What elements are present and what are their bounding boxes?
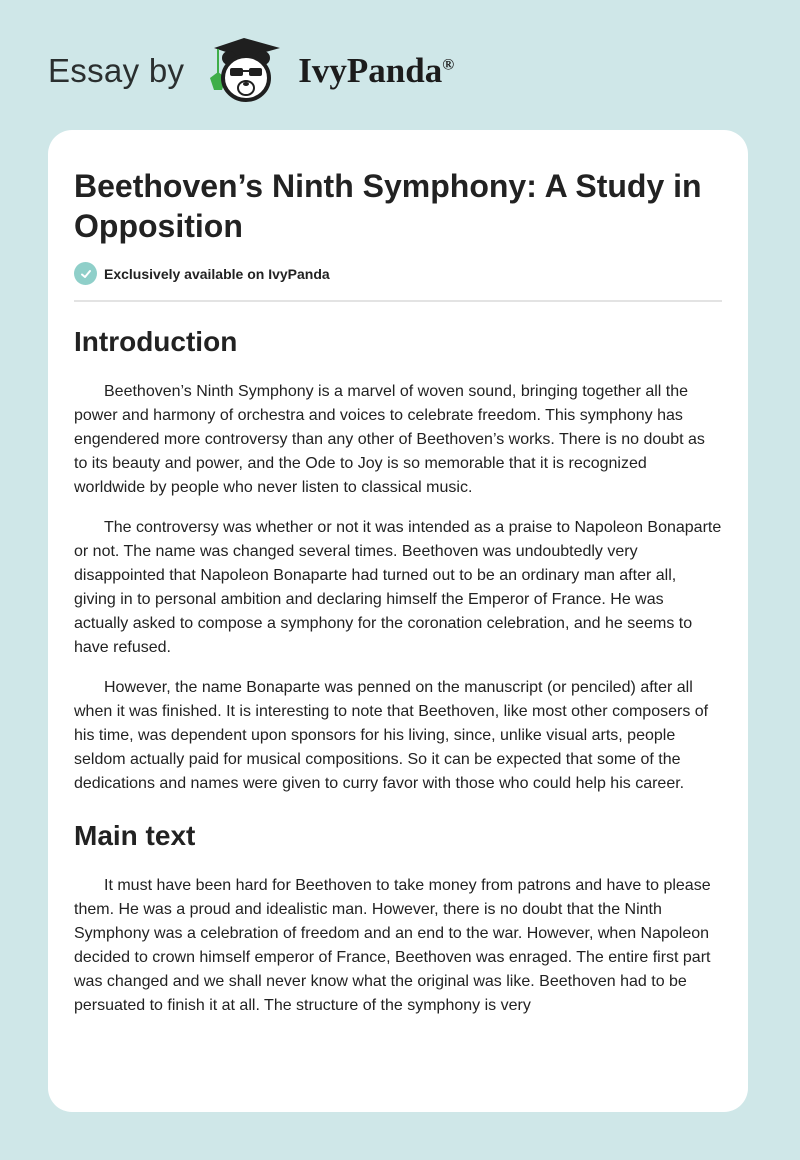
site-header [48,36,454,106]
paragraph: However, the name Bonaparte was penned on the manuscript (or penciled) after all when it was finished. It is interesting to note that Beethoven, like most other composers of his time, was dependent upon sponsors for his living, since, unlike visual arts, people seldom actually paid for musical compositions. So it can be expected that some of the dedications and names were given to curry favor with those who could help his career. [74,679,709,792]
essay-card [48,130,748,1112]
exclusive-badge-text: Exclusively available on IvyPanda [104,265,330,282]
exclusive-badge [74,262,722,285]
ivypanda-logo-icon[interactable] [202,36,292,106]
paragraph: Beethoven’s Ninth Symphony is a marvel of woven sound, bringing together all the power and harmony of orchestra and voices to celebrate freedom. This symphony has engendered more controversy than any other of Beethoven’s works. There is no doubt as to its beauty and power, and the Ode to Joy is so memorable that it is recognized worldwide by people who never listen to classical music. [74,383,705,496]
section-heading-main-text: Main text [74,820,196,851]
essay-title: Beethoven’s Ninth Symphony: A Study in Opposition [74,168,702,244]
registered-mark: ® [442,56,455,74]
brand-name[interactable] [298,51,454,91]
essay-by-label: Essay by [48,52,185,89]
paragraph: The controversy was whether or not it was intended as a praise to Napoleon Bonaparte or not. The name was changed several times. Beethoven was undoubtedly very disappointed that Napoleon Bonaparte had turned out to be an ordinary man after all, giving in to personal ambition and declaring himself the Emperor of France. He was actually asked to compose a symphony for the coronation celebration, and he seems to have refused. [74,519,722,656]
divider [74,300,722,302]
section-heading-introduction: Introduction [74,326,238,357]
check-icon [74,262,97,285]
brand-text: IvyPanda [298,51,443,90]
paragraph: It must have been hard for Beethoven to take money from patrons and have to please them. He was a proud and idealistic man. However, there is no doubt that the Ninth Symphony was a celebration of freedom and an end to the war. However, when Napoleon decided to crown himself emperor of France, Beethoven was enraged. The entire first part was changed and we shall never know what the original was like. Beethoven had to be persuated to finish it at all. The structure of the symphony is very [74,877,711,1014]
